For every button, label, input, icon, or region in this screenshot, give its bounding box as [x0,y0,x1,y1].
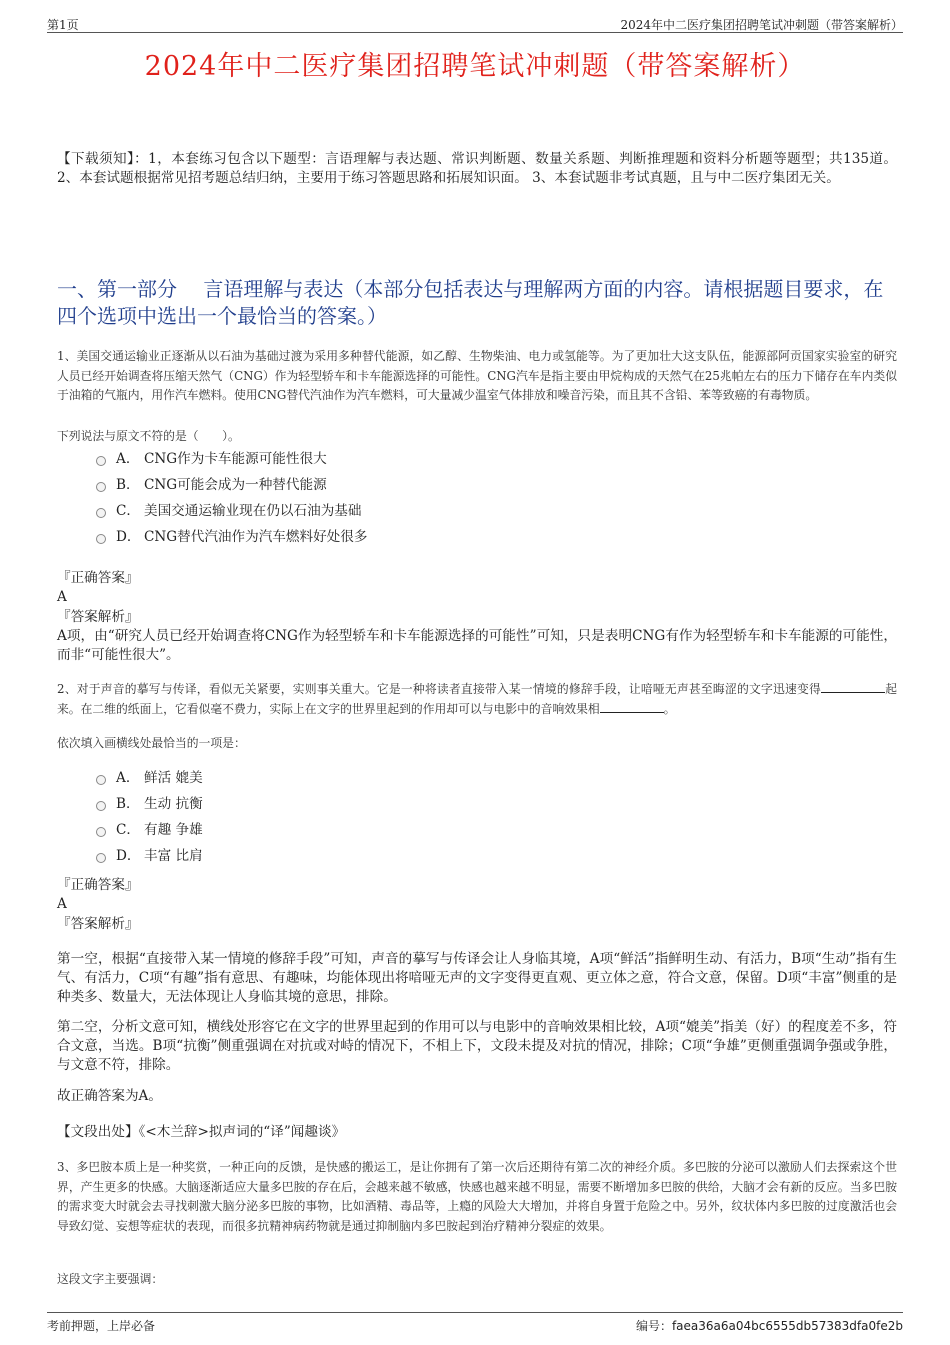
serial-code: faea36a6a04bc6555db57383dfa0fe2b [671,1319,903,1333]
question-1-prompt: 下列说法与原文不符的是（ ）。 [57,429,240,443]
fill-blank-1 [821,681,885,693]
q2-conclusion: 故正确答案为A。 [57,1088,162,1104]
q2-analysis-para-1: 第一空，根据“直接带入某一情境的修辞手段”可知，声音的摹写与传译会让人身临其境，A项“鲜活”指鲜明生动、有活力，B项“生动”指有生气、有活力，C项“有趣”指有意思、有趣味，均能体现出将喑哑无声的文字变得更直观、更立体之意，符合文意，保留。D项“丰富”侧重的是种类多、数量大，无法体现让人身临其境的意思，排除。 [57,951,897,1005]
q2-answer: A [57,896,67,912]
radio-icon[interactable] [96,456,106,466]
q2-source: 【文段出处】《<木兰辞>拟声词的“译”闻趣谈》 [57,1124,346,1140]
radio-icon[interactable] [96,827,106,837]
q1-analysis-label: 『答案解析』 [57,609,139,625]
q1-answer-label: 『正确答案』 [57,570,139,586]
q1-analysis: A项，由“研究人员已经开始调查将CNG作为轻型轿车和卡车能源选择的可能性”可知，只是表明CNG有作为轻型轿车和卡车能源的可能性，而非“可能性很大”。 [57,628,897,663]
page-header [47,16,903,33]
q2-answer-label: 『正确答案』 [57,877,139,893]
q2-analysis-para-2: 第二空，分析文意可知，横线处形容它在文字的世界里起到的作用可以与电影中的音响效果相比较，A项“媲美”指美（好）的程度差不多，符合文意，当选。B项“抗衡”侧重强调在对抗或对峙的情况下，不相上下，文段未提及对抗的情况，排除；C项“争雄”更侧重强调争强或争胜，与文意不符，排除。 [57,1019,897,1073]
radio-icon[interactable] [96,801,106,811]
q2-analysis-label: 『答案解析』 [57,916,139,932]
q2-option-a[interactable]: A． 鲜活 媲美 [96,768,203,788]
radio-icon[interactable] [96,508,106,518]
question-3-prompt: 这段文字主要强调： [57,1272,164,1286]
footer-serial: 编号：faea36a6a04bc6555db57383dfa0fe2b [635,1319,903,1333]
section-heading: 一、第一部分 言语理解与表达（本部分包括表达与理解两方面的内容。请根据题目要求，在四个选项中选出一个最恰当的答案。） [57,277,884,328]
q1-option-c[interactable]: C． 美国交通运输业现在仍以石油为基础 [96,501,362,521]
radio-icon[interactable] [96,534,106,544]
page-number: 第1页 [47,18,79,32]
page-footer [47,1312,903,1333]
footer-slogan: 考前押题，上岸必备 [47,1319,156,1333]
q2-option-d[interactable]: D． 丰富 比肩 [96,846,203,866]
question-2-stem: 2、对于声音的摹写与传译，看似无关紧要，实则事关重大。它是一种将读者直接带入某一情境的修辞手段，让喑哑无声甚至晦涩的文字迅速变得 起来。在二维的纸面上，它看似毫不费力，实际上在文字的世界里起到的作用却可以与电影中的音响效果相 。 [57,682,897,716]
question-3-stem: 3、多巴胺本质上是一种奖赏，一种正向的反馈，是快感的搬运工，是让你拥有了第一次后还期待有第二次的神经介质。多巴胺的分泌可以激励人们去探索这个世界，产生更多的快感。大脑逐渐适应大量多巴胺的存在后，会越来越不敏感，快感也越来越不明显，需要不断增加多巴胺的供给，大脑才会有新的反应。当多巴胺的需求变大时就会去寻找刺激大脑分泌多巴胺的事物，比如酒精、毒品等，上瘾的风险大大增加，并将自身置于危险之中。另外，纹状体内多巴胺的过度激活也会导致幻觉、妄想等症状的表现，而很多抗精神病药物就是通过抑制脑内多巴胺起到治疗精神分裂症的效果。 [57,1160,897,1233]
radio-icon[interactable] [96,853,106,863]
question-1-stem: 1、美国交通运输业正逐渐从以石油为基础过渡为采用多种替代能源，如乙醇、生物柴油、电力或氢能等。为了更加壮大这支队伍，能源部阿贡国家实验室的研究人员已经开始调查将压缩天然气（CNG）作为轻型轿车和卡车能源选择的可能性。CNG汽车是指主要由甲烷构成的天然气在25兆帕左右的压力下储存在车内类似于油箱的气瓶内，用作汽车燃料。使用CNG替代汽油作为汽车燃料，可大量减少温室气体排放和噪音污染，而且其不含铅、苯等致癌的有毒物质。 [57,349,897,402]
question-2-prompt: 依次填入画横线处最恰当的一项是： [57,736,246,750]
q1-option-d[interactable]: D． CNG替代汽油作为汽车燃料好处很多 [96,527,367,547]
download-notice: 【下载须知】：1，本套练习包含以下题型：言语理解与表达题、常识判断题、数量关系题、判断推理题和资料分析题等题型；共135道。 2、本套试题根据常见招考题总结归纳，主要用于练习答题思路和拓展知识面。 3、本套试题非考试真题，且与中二医疗集团无关。 [57,151,897,186]
q1-answer: A [57,589,67,605]
q2-option-b[interactable]: B． 生动 抗衡 [96,794,203,814]
radio-icon[interactable] [96,482,106,492]
header-doc-title: 2024年中二医疗集团招聘笔试冲刺题（带答案解析） [620,18,903,32]
q1-option-b[interactable]: B． CNG可能会成为一种替代能源 [96,475,327,495]
q1-option-a[interactable]: A． CNG作为卡车能源可能性很大 [96,449,327,469]
q2-option-c[interactable]: C． 有趣 争雄 [96,820,203,840]
radio-icon[interactable] [96,775,106,785]
fill-blank-2 [600,701,664,713]
page-title: 2024年中二医疗集团招聘笔试冲刺题（带答案解析） [144,51,806,82]
